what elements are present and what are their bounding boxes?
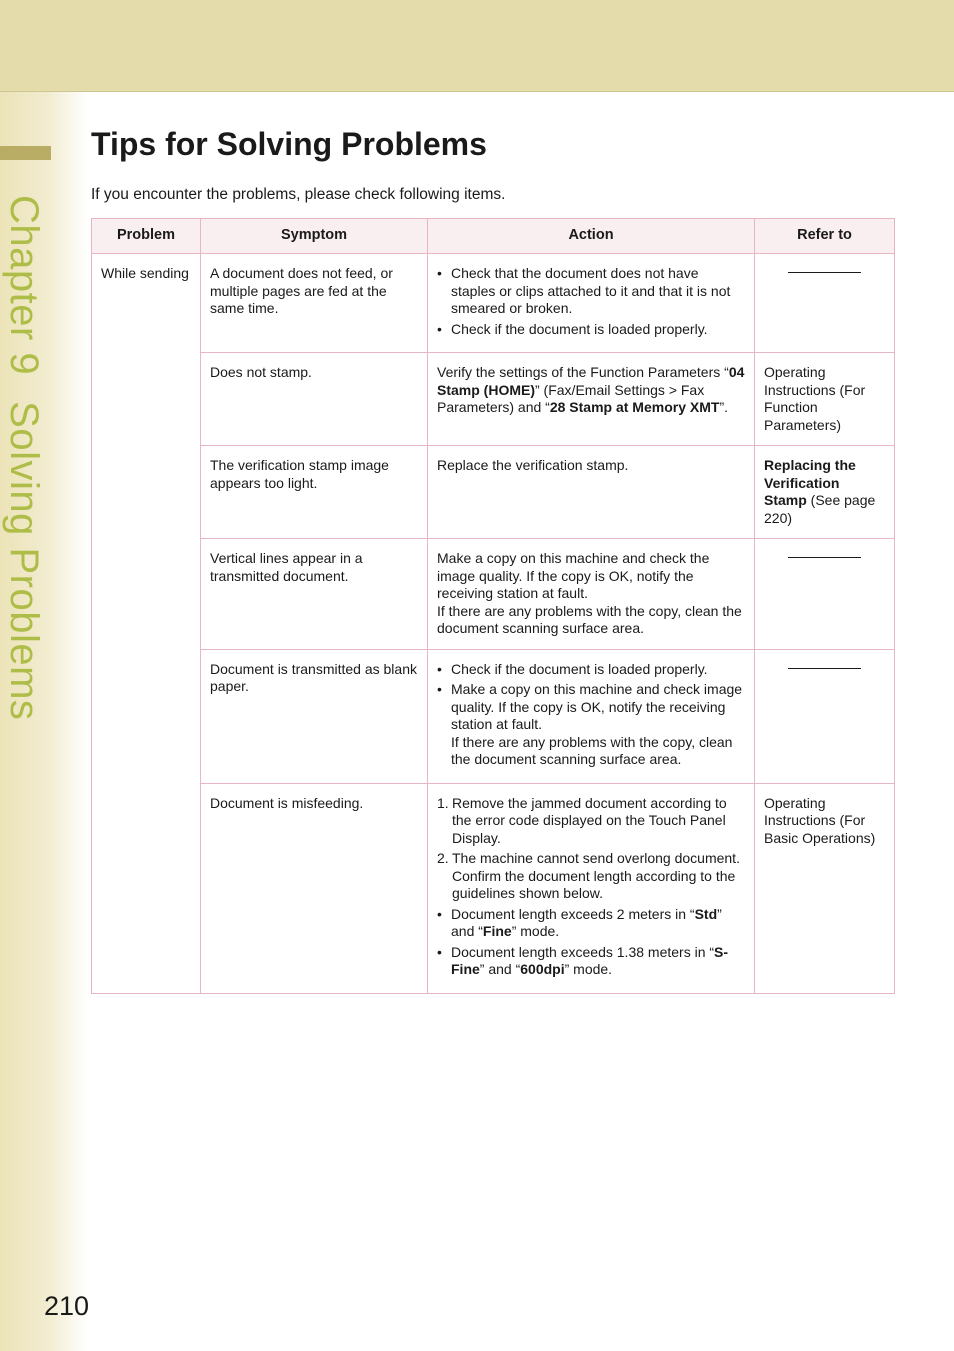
table-row	[92, 539, 895, 650]
table-row	[92, 783, 895, 993]
action-bullet: • Document length exceeds 2 meters in “Std” and “Fine” mode.	[437, 906, 745, 941]
symptom-cell: A document does not feed, or multiple pages are fed at the same time.	[201, 254, 428, 353]
action-bullet: • Document length exceeds 1.38 meters in “S-Fine” and “600dpi” mode.	[437, 944, 745, 979]
header-action: Action	[428, 219, 755, 254]
table-row	[92, 353, 895, 446]
symptom-cell: Vertical lines appear in a transmitted document.	[201, 539, 428, 650]
chapter-tab-marker	[0, 146, 51, 160]
header-problem: Problem	[92, 219, 201, 254]
param-stamp-home: 04 Stamp (HOME)	[437, 364, 745, 398]
action-bullet: • Check if the document is loaded properly.	[437, 661, 745, 679]
table-row	[92, 649, 895, 783]
refer-cell: Operating Instructions (For Basic Operations)	[755, 783, 895, 993]
refer-cell: Replacing the Verification Stamp (See page 220)	[755, 446, 895, 539]
header-symptom: Symptom	[201, 219, 428, 254]
symptom-cell: Document is transmitted as blank paper.	[201, 649, 428, 783]
action-cell: Make a copy on this machine and check the image quality. If the copy is OK, notify the receiving station at fault. If there are any problems with the copy, clean the document scanning surface area.	[428, 539, 755, 650]
action-bullet: • Check if the document is loaded properly.	[437, 321, 745, 339]
action-cell	[428, 783, 755, 993]
refer-cell	[755, 539, 895, 650]
table-row	[92, 446, 895, 539]
param-stamp-memory: 28 Stamp at Memory XMT	[549, 399, 720, 415]
action-step: 2. The machine cannot send overlong document. Confirm the document length according to the guidelines shown below.	[437, 850, 740, 901]
no-reference-line	[788, 668, 861, 669]
action-bullet: • Make a copy on this machine and check image quality. If the copy is OK, notify the receiving station at fault. If there are any problems with the copy, clean the document scanning surface area.	[437, 681, 745, 769]
refer-cell: Operating Instructions (For Function Parameters)	[755, 353, 895, 446]
header-band	[0, 0, 954, 92]
action-cell: Verify the settings of the Function Parameters “04 Stamp (HOME)” (Fax/Email Settings > Fax Parameters) and “28 Stamp at Memory XMT”.	[428, 353, 755, 446]
symptom-cell: The verification stamp image appears too light.	[201, 446, 428, 539]
action-cell	[428, 254, 755, 353]
table-header-row	[92, 219, 895, 254]
header-refer: Refer to	[755, 219, 895, 254]
refer-cell	[755, 254, 895, 353]
refer-link-stamp: Replacing the Verification Stamp	[764, 457, 856, 508]
symptom-cell: Does not stamp.	[201, 353, 428, 446]
page-number: 210	[44, 1291, 90, 1321]
no-reference-line	[788, 557, 861, 558]
chapter-label	[1, 195, 46, 720]
symptom-cell: Document is misfeeding.	[201, 783, 428, 993]
action-bullet: • Check that the document does not have staples or clips attached to it and that it is not smeared or broken.	[437, 265, 745, 318]
problem-cell: While sending	[92, 254, 201, 994]
table-row	[92, 254, 895, 353]
intro-text: If you encounter the problems, please check following items.	[91, 186, 506, 203]
action-cell	[428, 649, 755, 783]
page-title: Tips for Solving Problems	[91, 126, 487, 162]
chapter-number: Chapter 9	[2, 195, 46, 376]
refer-cell	[755, 649, 895, 783]
no-reference-line	[788, 272, 861, 273]
action-step: 1. Remove the jammed document according to the error code displayed on the Touch Panel Display.	[437, 794, 727, 846]
troubleshooting-table	[91, 218, 895, 994]
chapter-title: Solving Problems	[2, 401, 46, 721]
action-cell: Replace the verification stamp.	[428, 446, 755, 539]
